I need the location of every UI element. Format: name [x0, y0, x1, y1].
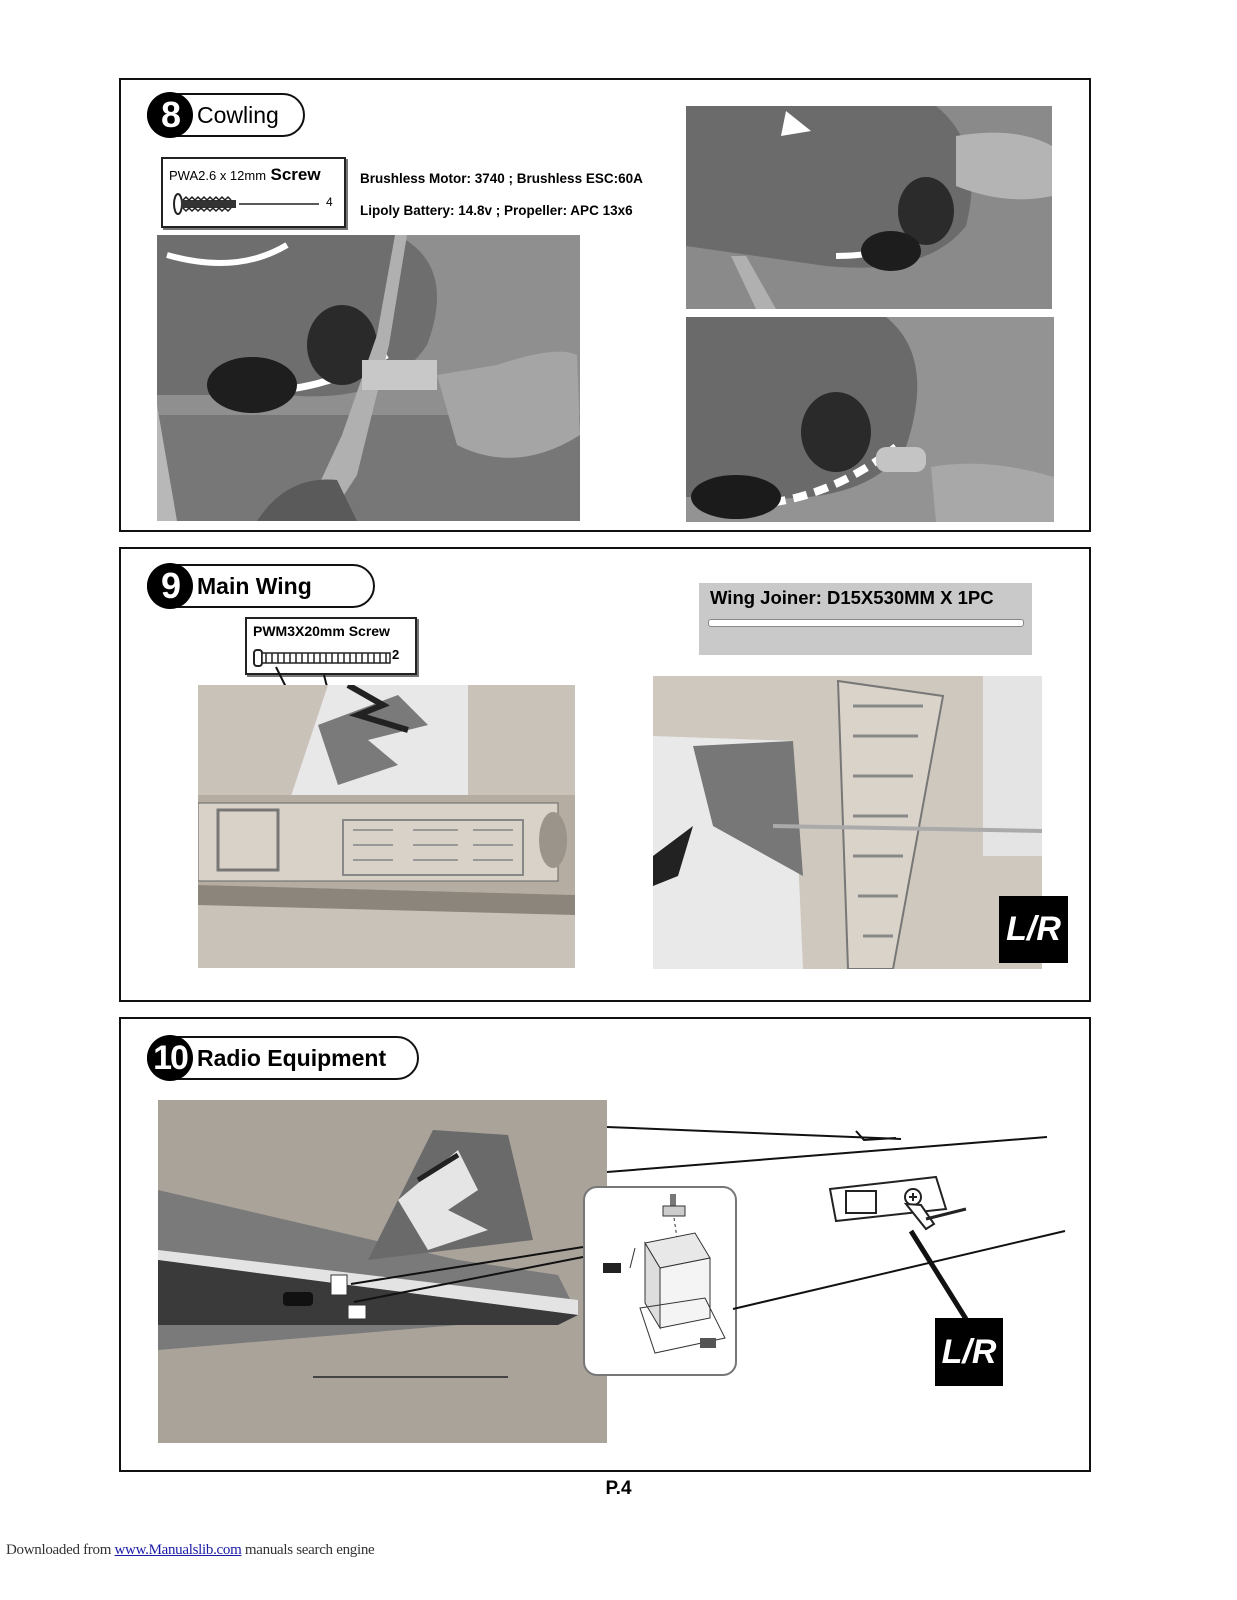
screw-qty: 4 — [326, 195, 333, 209]
step-number: 9 — [147, 563, 193, 609]
screw-callout — [161, 157, 346, 228]
screw-qty: 2 — [392, 647, 400, 662]
step-title: Cowling — [197, 101, 279, 128]
step-title: Radio Equipment — [197, 1044, 387, 1071]
page-number: P.4 — [605, 1478, 632, 1499]
left-right-marker: L/R — [935, 1318, 1003, 1386]
spec-line-battery: Lipoly Battery: 14.8v ; Propeller: APC 13x6 — [360, 203, 633, 218]
screw-name: PWA2.6 x 12mm — [169, 168, 267, 183]
screw-name: PWM3X20mm Screw — [253, 623, 390, 639]
control-horn-drawing — [826, 1169, 976, 1239]
step-number: 8 — [147, 92, 193, 138]
step-9-section — [119, 547, 1091, 1002]
step-10-section — [119, 1017, 1091, 1472]
spinner-install-photo — [686, 317, 1054, 522]
step-number: 10 — [147, 1035, 193, 1081]
wing-joiner-callout — [699, 583, 1032, 655]
radio-leader-lines — [121, 1019, 1093, 1474]
manualslib-link[interactable]: www.Manualslib.com — [114, 1542, 242, 1558]
screw-kind: Screw — [270, 165, 321, 184]
left-right-marker: L/R — [999, 896, 1068, 963]
step-8-section — [119, 78, 1091, 532]
cowling-fit-photo — [686, 106, 1052, 309]
download-footer — [6, 1542, 374, 1559]
fuselage-wing-photo — [198, 685, 575, 968]
wing-joiner-photo — [653, 676, 1042, 969]
propeller-install-photo — [157, 235, 580, 521]
step-8-badge — [147, 93, 305, 137]
wing-joiner-rod — [708, 619, 1024, 627]
footer-suffix: manuals search engine — [241, 1542, 375, 1558]
footer-prefix: Downloaded from — [6, 1542, 115, 1558]
screw-icon — [169, 191, 339, 221]
spec-line-motor: Brushless Motor: 3740 ; Brushless ESC:60A — [360, 171, 643, 186]
step-title: Main Wing — [197, 572, 312, 599]
wing-joiner-label: Wing Joiner: D15X530MM X 1PC — [710, 587, 994, 608]
